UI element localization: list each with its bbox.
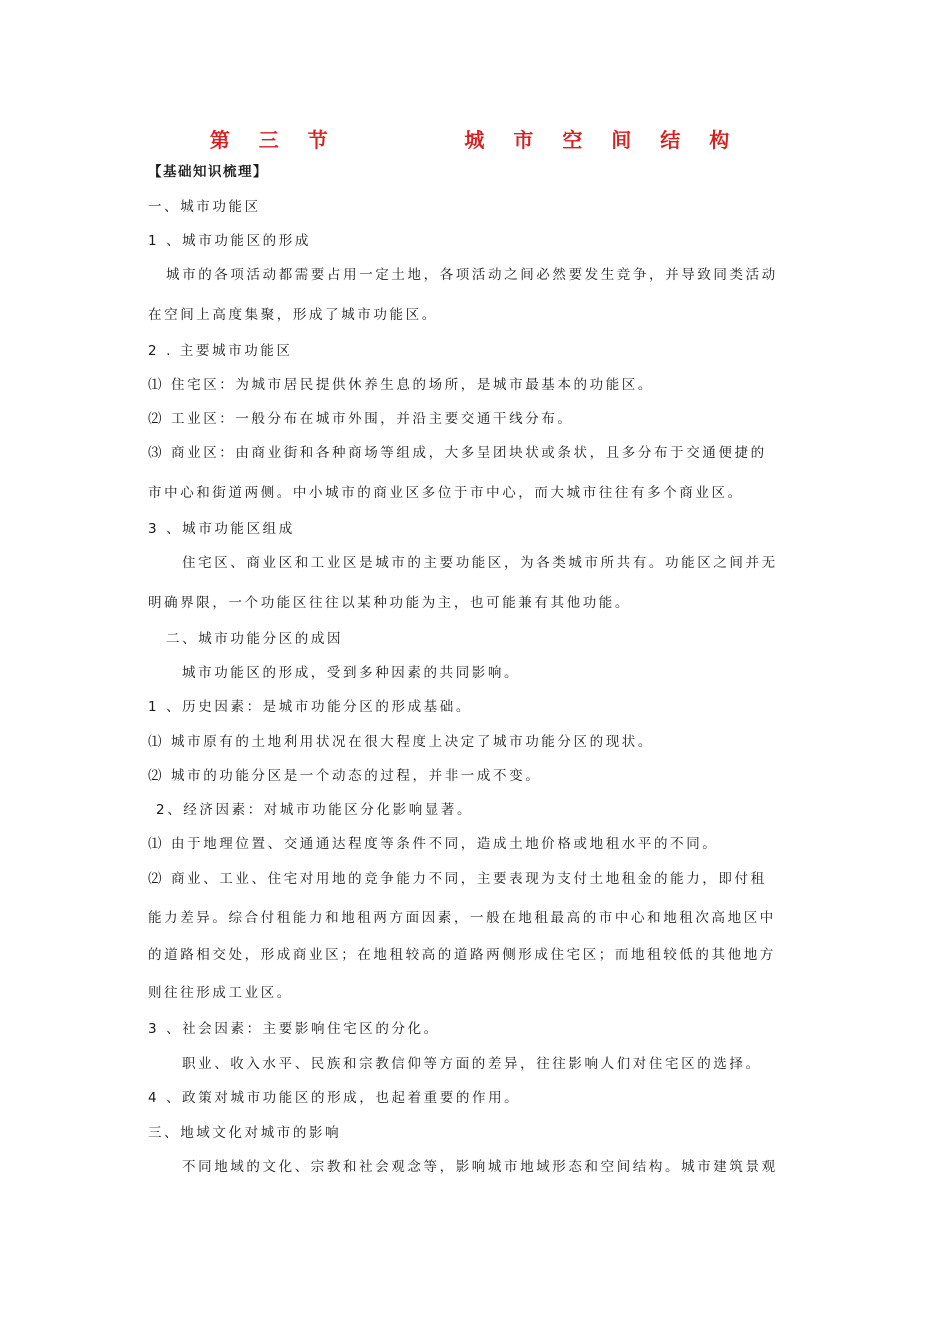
paragraph-line: 明确界限，一个功能区往往以某种功能为主，也可能兼有其他功能。	[148, 595, 631, 611]
heading-2: 二、城市功能分区的成因	[166, 631, 344, 647]
paragraph-line: 的道路相交处，形成商业区；在地租较高的道路两侧形成住宅区；而地租较低的其他地方	[148, 947, 776, 963]
heading-3: 三、地域文化对城市的影响	[148, 1125, 342, 1141]
list-item: ⑵ 商业、工业、住宅对用地的竞争能力不同，主要表现为支付土地租金的能力，即付租	[148, 871, 767, 887]
paragraph-line: 则往往形成工业区。	[148, 985, 293, 1001]
paragraph-line: 在空间上高度集聚，形成了城市功能区。	[148, 307, 438, 323]
paragraph-line: 职业、收入水平、民族和宗教信仰等方面的差异，往往影响人们对住宅区的选择。	[182, 1056, 762, 1072]
section-label: 【基础知识梳理】	[148, 164, 268, 180]
paragraph-line: 住宅区、商业区和工业区是城市的主要功能区，为各类城市所共有。功能区之间并无	[182, 555, 778, 571]
subheading: 2 . 主要城市功能区	[148, 343, 293, 359]
list-item: ⑶ 商业区：由商业街和各种商场等组成，大多呈团块状或条状，且多分布于交通便捷的	[148, 445, 767, 461]
list-item: ⑴ 由于地理位置、交通通达程度等条件不同，造成土地价格或地租水平的不同。	[148, 836, 719, 852]
subheading: 1 、城市功能区的形成	[148, 233, 311, 249]
paragraph-line: 城市功能区的形成，受到多种因素的共同影响。	[182, 665, 521, 681]
subheading: 1 、历史因素：是城市功能分区的形成基础。	[148, 699, 472, 715]
list-item: ⑴ 住宅区：为城市居民提供休养生息的场所，是城市最基本的功能区。	[148, 377, 654, 393]
page-title: 第 三 节 城 市 空 间 结 构	[209, 128, 741, 152]
list-item: ⑵ 工业区：一般分布在城市外围，并沿主要交通干线分布。	[148, 411, 574, 427]
heading-1: 一、城市功能区	[148, 199, 261, 215]
paragraph-line: 城市的各项活动都需要占用一定土地，各项活动之间必然要发生竞争，并导致同类活动	[166, 267, 778, 283]
paragraph-line: 能力差异。综合付租能力和地租两方面因素，一般在地租最高的市中心和地租次高地区中	[148, 910, 776, 926]
subheading: 2、经济因素：对城市功能区分化影响显著。	[156, 802, 474, 818]
subheading: 3 、社会因素：主要影响住宅区的分化。	[148, 1021, 440, 1037]
paragraph-line: 市中心和街道两侧。中小城市的商业区多位于市中心，而大城市往往有多个商业区。	[148, 485, 744, 501]
list-item: ⑵ 城市的功能分区是一个动态的过程，并非一成不变。	[148, 768, 542, 784]
paragraph-line: 不同地域的文化、宗教和社会观念等，影响城市地域形态和空间结构。城市建筑景观	[182, 1159, 778, 1175]
list-item: ⑴ 城市原有的土地利用状况在很大程度上决定了城市功能分区的现状。	[148, 734, 654, 750]
subheading: 3 、城市功能区组成	[148, 521, 295, 537]
subheading: 4 、政策对城市功能区的形成，也起着重要的作用。	[148, 1090, 521, 1106]
